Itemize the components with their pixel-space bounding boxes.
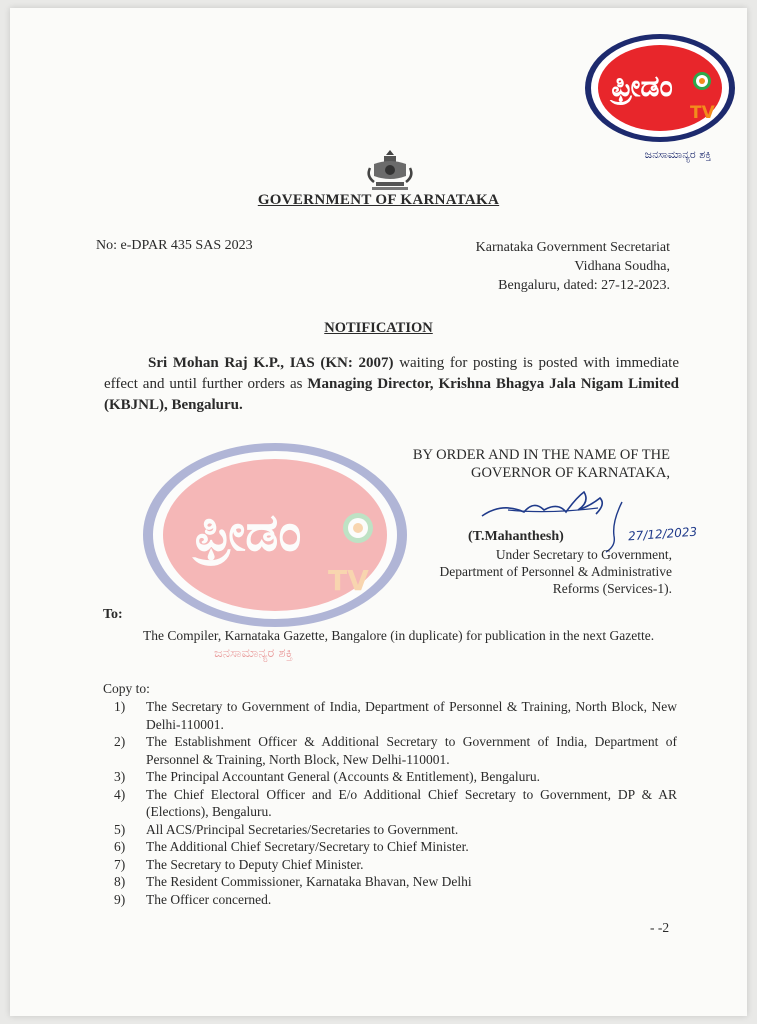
list-item: 9) The Officer concerned. xyxy=(114,891,272,907)
notification-body xyxy=(104,353,679,416)
officer-name: Sri Mohan Raj K.P., IAS (KN: 2007) xyxy=(148,355,394,371)
document-page xyxy=(10,8,747,1016)
freedom-tv-watermark xyxy=(140,440,420,650)
watermark-tv: TV xyxy=(328,564,369,597)
signature-date: 27/12/2023 xyxy=(627,524,698,544)
list-item: 1) The Secretary to Government of India, Department of Personnel & Training, North Block, New Delhi-110001. xyxy=(114,699,677,732)
watermark-tagline: ಜನಸಾಮಾನ್ಯರ ಶಕ್ತಿ xyxy=(214,646,293,661)
list-item: 5) All ACS/Principal Secretaries/Secretaries to Government. xyxy=(114,821,459,837)
to-label: To: xyxy=(103,607,123,622)
copy-to-label: Copy to: xyxy=(103,681,150,696)
logo-tv: TV xyxy=(690,103,715,123)
reference-number: No: e-DPAR 435 SAS 2023 xyxy=(96,238,253,253)
copy-to-list xyxy=(114,698,677,908)
office-address xyxy=(448,238,670,295)
list-item: 6) The Additional Chief Secretary/Secretary to Chief Minister. xyxy=(114,839,469,854)
karnataka-emblem-icon xyxy=(364,148,416,192)
posting-title: Managing Director, Krishna Bhagya Jala Nigam Limited (KBJNL), Bengaluru. xyxy=(104,376,679,413)
signatory-designation xyxy=(370,546,672,597)
logo-text: ಫ್ರೀಡಂ xyxy=(611,69,673,104)
government-title: GOVERNMENT OF KARNATAKA xyxy=(257,192,500,208)
office-line: Vidhana Soudha, xyxy=(574,259,670,274)
list-item: 3) The Principal Accountant General (Accounts & Entitlement), Bengaluru. xyxy=(114,769,541,784)
to-recipient xyxy=(103,627,677,645)
logo-tagline: ಜನಸಾಮಾನ್ಯರ ಶಕ್ತಿ xyxy=(644,148,712,161)
page-number: - -2 xyxy=(650,920,670,935)
office-line: Bengaluru, dated: 27-12-2023. xyxy=(498,278,670,293)
list-item: 8) The Resident Commissioner, Karnataka Bhavan, New Delhi xyxy=(114,874,472,889)
list-item: 2) The Establishment Officer & Additional Secretary to Government of India, Department of Personnel & Training, North Block, New Delhi-110001. xyxy=(114,734,677,767)
order-line-2: GOVERNOR OF KARNATAKA, xyxy=(470,465,670,481)
to-recipient-text: The Compiler, Karnataka Gazette, Bangalore (in duplicate) for publication in the next Gazette. xyxy=(143,628,655,643)
freedom-tv-logo xyxy=(582,30,740,170)
list-item: 7) The Secretary to Deputy Chief Minister. xyxy=(114,856,364,872)
order-line xyxy=(380,446,670,482)
body-middle: waiting for posting is posted with immediate effect and until further orders as xyxy=(104,355,679,392)
watermark-logo-icon xyxy=(140,440,420,650)
signatory-name: (T.Mahanthesh) xyxy=(468,529,564,544)
watermark-text: ಫ್ರೀಡಂ xyxy=(194,503,302,563)
freedom-tv-logo-icon xyxy=(582,30,740,170)
designation-line: Under Secretary to Government, xyxy=(495,547,672,562)
notification-heading: NOTIFICATION xyxy=(324,320,433,336)
list-item: 4) The Chief Electoral Officer and E/o Additional Chief Secretary to Government, DP & AR (Elections), Bengaluru. xyxy=(114,786,677,819)
designation-line: Reforms (Services-1). xyxy=(552,581,672,596)
order-line-1: BY ORDER AND IN THE NAME OF THE xyxy=(412,447,670,463)
designation-line: Department of Personnel & Administrative xyxy=(439,564,672,579)
office-line: Karnataka Government Secretariat xyxy=(475,240,670,255)
